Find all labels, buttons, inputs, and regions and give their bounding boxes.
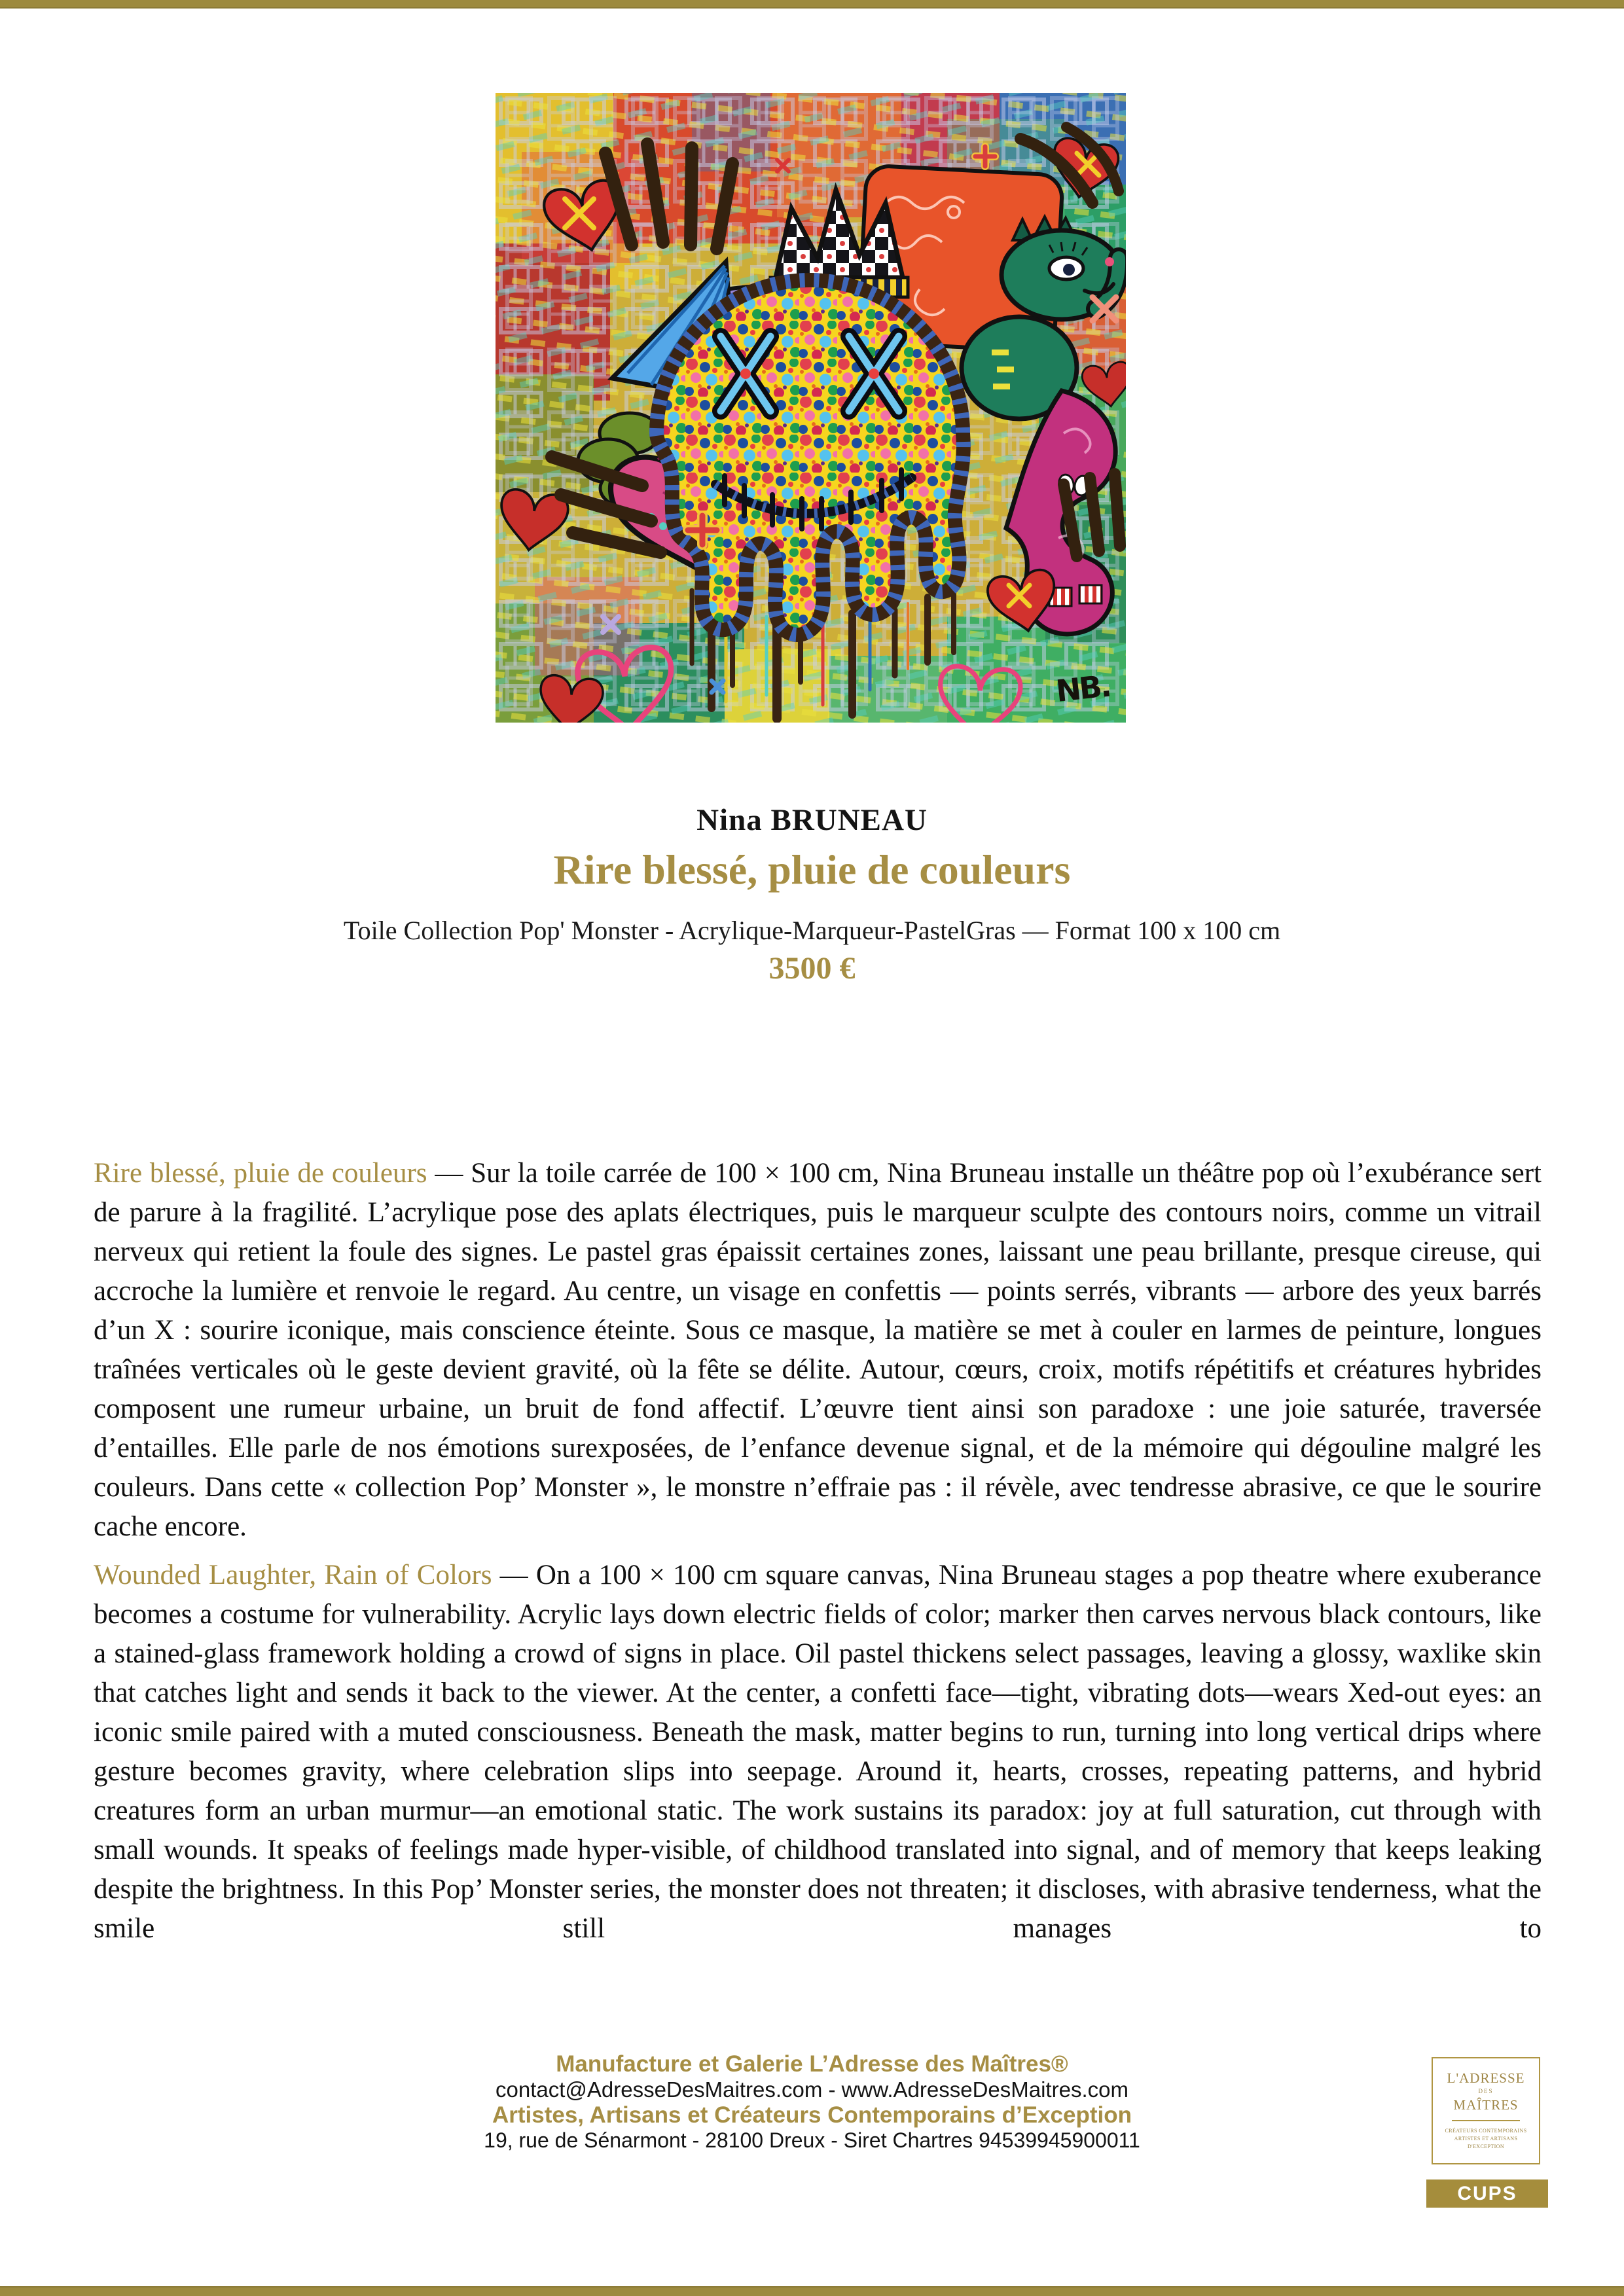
artwork-image — [496, 93, 1126, 723]
svg-text:NB.: NB. — [1054, 668, 1111, 709]
footer-contact-line: contact@AdresseDesMaitres.com - www.AdresseDesMaitres.com — [496, 2077, 1128, 2102]
logo-line-adresse: L'ADRESSE — [1447, 2070, 1525, 2086]
logo-line-maitres: MAÎTRES — [1453, 2097, 1519, 2113]
bottom-border-bar — [0, 2286, 1624, 2296]
footer — [0, 2051, 1624, 2153]
description-french — [94, 1154, 1542, 1547]
description-english — [94, 1556, 1542, 1948]
logo-line-des: DES — [1478, 2088, 1494, 2094]
logo-sub-line-2: ARTISTES ET ARTISANS — [1454, 2136, 1518, 2142]
artwork-details: Toile Collection Pop' Monster - Acrylique-Marqueur-PastelGras — Format 100 x 100 cm — [343, 916, 1281, 945]
description-french-body: — Sur la toile carrée de 100 × 100 cm, Nina Bruneau installe un théâtre pop où l’exubérance sert de parure à la fragilité. L’acrylique pose des aplats électriques, puis le marqueur sculpte des contours noirs, comme un vitrail nerveux qui retient la foule des signes. Le pastel gras épaissit certaines zones, laissant une peau brillante, presque cireuse, qui accroche la lumière et renvoie le regard. Au centre, un visage en confettis — points serrés, vibrants — arbore des yeux barrés d’un X : sourire iconique, mais conscience éteinte. Sous ce masque, la matière se met à couler en larmes de peinture, longues traînées verticales où le geste devient gravité, où la fête se délite. Autour, cœurs, croix, motifs répétitifs et créatures hybrides composent une rumeur urbaine, un bruit de fond affectif. L’œuvre tient ainsi son paradoxe : une joie saturée, traversée d’entailles. Elle parle de nos émotions surexposées, de l’enfance devenue signal, et de la mémoire qui dégouline malgré les couleurs. Dans cette « collection Pop’ Monster », le monstre n’effraie pas : il révèle, avec tendresse abrasive, ce que le sourire cache encore. — [94, 1158, 1542, 1542]
description-english-body: — On a 100 × 100 cm square canvas, Nina Bruneau stages a pop theatre where exuberance becomes a costume for vulnerability. Acrylic lays down electric fields of color; marker then carves nervous black contours, like a stained-glass framework holding a crowd of signs in place. Oil pastel thickens select passages, leaving a glossy, waxlike skin that catches light and sends it back to the viewer. At the center, a confetti face—tight, vibrating dots—wears Xed-out eyes: an iconic smile paired with a muted consciousness. Beneath the mask, matter begins to run, turning into long vertical drips where gesture becomes gravity, where celebration slips into seepage. Around it, hearts, crosses, repeating patterns, and hybrid creatures form an urban murmur—an emotional static. The work sustains its paradox: joy at full saturation, cut through with small wounds. It speaks of feelings made hyper-visible, of childhood translated into signal, and of memory that keeps leaking despite the brightness. In this Pop’ Monster series, the monster does not threaten; it discloses, with abrasive tenderness, what the smile still manages to — [94, 1560, 1542, 1944]
footer-gallery-name: Manufacture et Galerie L’Adresse des Maîtres® — [556, 2051, 1068, 2077]
logo-sub-line-1: CRÉATEURS CONTEMPORAINS — [1445, 2128, 1527, 2134]
artwork-title: Rire blessé, pluie de couleurs — [553, 846, 1071, 893]
logo-sub-line-3: D'EXCEPTION — [1467, 2144, 1505, 2149]
description-french-lead: Rire blessé, pluie de couleurs — [94, 1158, 427, 1189]
footer-tagline: Artistes, Artisans et Créateurs Contemporains d’Exception — [492, 2102, 1132, 2128]
artwork-price: 3500 € — [768, 951, 856, 986]
cups-badge: CUPS — [1426, 2179, 1548, 2208]
footer-address-line: 19, rue de Sénarmont - 28100 Dreux - Siret Chartres 94539945900011 — [484, 2128, 1140, 2152]
logo-divider — [1452, 2120, 1520, 2121]
artist-name: Nina BRUNEAU — [696, 803, 928, 837]
top-border-bar — [0, 0, 1624, 9]
description-english-lead: Wounded Laughter, Rain of Colors — [94, 1560, 492, 1590]
gallery-logo — [1432, 2057, 1540, 2164]
